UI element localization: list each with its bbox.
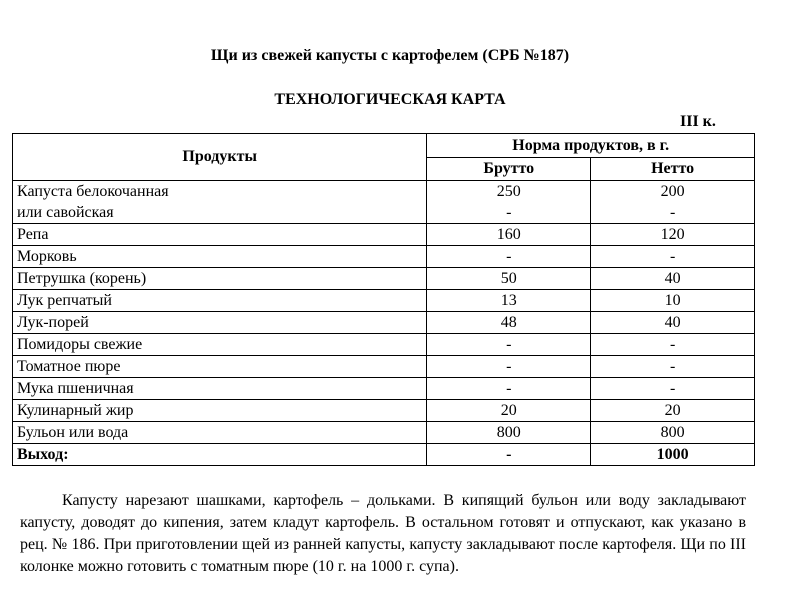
- brutto-cell: [427, 181, 591, 224]
- table-row: [13, 224, 755, 246]
- total-label: Выход:: [13, 444, 427, 466]
- brutto-value: -: [506, 204, 512, 221]
- table-row: [13, 246, 755, 268]
- netto-value: -: [669, 204, 676, 221]
- product-name: Морковь: [13, 246, 427, 268]
- product-name: Лук-порей: [13, 312, 427, 334]
- netto-value: 40: [591, 268, 755, 290]
- header-norm: Норма продуктов, в г.: [427, 134, 755, 158]
- instructions-paragraph: [20, 490, 746, 578]
- brutto-value: -: [427, 356, 591, 378]
- product-name: Репа: [13, 224, 427, 246]
- netto-value: -: [591, 356, 755, 378]
- table-row: [13, 422, 755, 444]
- netto-value: 20: [591, 400, 755, 422]
- brutto-value: 250: [496, 183, 521, 200]
- netto-value: 10: [591, 290, 755, 312]
- recipe-table: [12, 133, 755, 466]
- brutto-value: 50: [427, 268, 591, 290]
- table-row: [13, 312, 755, 334]
- table-row: [13, 378, 755, 400]
- table-row: [13, 334, 755, 356]
- column-note: III к.: [680, 113, 716, 130]
- brutto-value: -: [427, 334, 591, 356]
- brutto-value: -: [427, 378, 591, 400]
- product-name-cell: [13, 181, 427, 224]
- header-brutto: Брутто: [427, 158, 591, 181]
- product-name: Мука пшеничная: [13, 378, 427, 400]
- brutto-value: 800: [427, 422, 591, 444]
- table-row: [13, 356, 755, 378]
- table-row: [13, 400, 755, 422]
- netto-value: 40: [591, 312, 755, 334]
- product-name: Петрушка (корень): [13, 268, 427, 290]
- netto-value: -: [591, 378, 755, 400]
- total-row: [13, 444, 755, 466]
- product-name: Бульон или вода: [13, 422, 427, 444]
- product-name: Капуста белокочанная: [17, 183, 169, 200]
- brutto-value: -: [427, 246, 591, 268]
- brutto-value: 48: [427, 312, 591, 334]
- page-title: Щи из свежей капусты с картофелем (СРБ №187): [210, 47, 570, 64]
- table-row: [13, 290, 755, 312]
- product-name: Помидоры свежие: [13, 334, 427, 356]
- netto-value: 200: [660, 183, 685, 200]
- header-netto: Нетто: [591, 158, 755, 181]
- brutto-value: 160: [427, 224, 591, 246]
- product-name: Томатное пюре: [13, 356, 427, 378]
- netto-cell: [591, 181, 755, 224]
- total-brutto: -: [427, 444, 591, 466]
- netto-value: 120: [591, 224, 755, 246]
- instructions-text: Капусту нарезают шашками, картофель – дольками. В кипящий бульон или воду закладывают капусту, доводят до кипения, затем кладут картофель. В остальном готовят и отпускают, как указано в рец. № 186. При приготовлении щей из ранней капусты, капусту закладывают после картофеля. Щи по III колонке можно готовить с томатным пюре (10 г. на 1000 г. супа).: [20, 492, 746, 575]
- table-row: [13, 181, 755, 224]
- product-name: Лук репчатый: [13, 290, 427, 312]
- document-subtitle: ТЕХНОЛОГИЧЕСКАЯ КАРТА: [274, 91, 506, 108]
- netto-value: 800: [591, 422, 755, 444]
- table-row: [13, 268, 755, 290]
- total-netto: 1000: [591, 444, 755, 466]
- netto-value: -: [591, 334, 755, 356]
- product-name: или савойская: [17, 204, 114, 221]
- brutto-value: 13: [427, 290, 591, 312]
- header-products: Продукты: [13, 134, 427, 181]
- netto-value: -: [591, 246, 755, 268]
- product-name: Кулинарный жир: [13, 400, 427, 422]
- brutto-value: 20: [427, 400, 591, 422]
